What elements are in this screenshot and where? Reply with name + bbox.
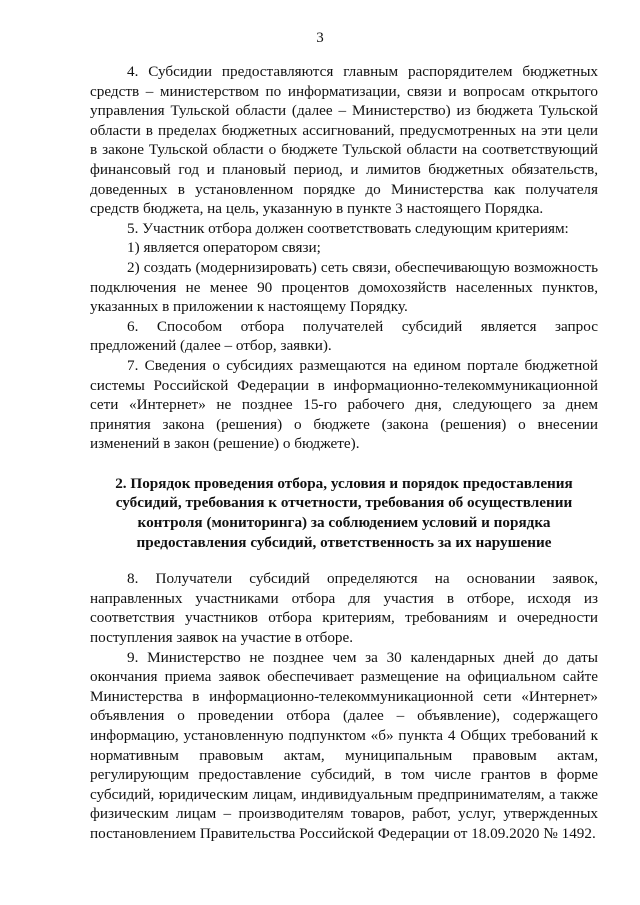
- document-body: [90, 62, 598, 844]
- paragraph-7: 7. Сведения о субсидиях размещаются на едином портале бюджетной системы Российской Федерации в информационно-телекоммуникационной сети «Интернет» не позднее 15-го рабочего дня, следующего за днем принятия закона (решения) о бюджете (закона (решения) о внесении изменений в закон (решение) о бюджете).: [90, 356, 598, 453]
- page-number: 3: [316, 30, 324, 46]
- paragraph-4: 4. Субсидии предоставляются главным распорядителем бюджетных средств – министерством по информатизации, связи и вопросам открытого управления Тульской области (далее – Министерство) из бюджета Тульской области в пределах бюджетных ассигнований, предусмотренных на эти цели в законе Тульской области о бюджете Тульской области на соответствующий финансовый год и плановый период, и лимитов бюджетных обязательств, доведенных в установленном порядке до Министерства как получателя средств бюджета, на цель, указанную в пункте 3 настоящего Порядка.: [90, 63, 598, 218]
- criterion-1: 1) является оператором связи;: [127, 239, 321, 257]
- criterion-2: 2) создать (модернизировать) сеть связи, обеспечивающую возможность подключения не менее 90 процентов домохозяйств населенных пунктов, указанных в приложении к настоящему Порядку.: [90, 258, 598, 316]
- paragraph-9: 9. Министерство не позднее чем за 30 календарных дней до даты окончания приема заявок обеспечивает размещение на официальном сайте Министерства в информационно-телекоммуникационной сети «Интернет» объявления о проведении отбора (далее – объявление), содержащего информацию, установленную подпунктом «б» пункта 4 Общих требований к нормативным правовым актам, муниципальным правовым актам, регулирующим предоставление субсидий, в том числе грантов в форме субсидий, юридическим лицам, индивидуальным предпринимателям, а также физическим лицам – производителям товаров, работ, услуг, утвержденных постановлением Правительства Российской Федерации от 18.09.2020 № 1492.: [90, 648, 598, 842]
- paragraph-5: 5. Участник отбора должен соответствовать следующим критериям:: [127, 219, 569, 237]
- paragraph-6: 6. Способом отбора получателей субсидий является запрос предложений (далее – отбор, заявки).: [90, 317, 598, 355]
- paragraph-8: 8. Получатели субсидий определяются на основании заявок, направленных участниками отбора для участия в отборе, исходя из соответствия участников отбора критериям, требованиям и очередности поступления заявок на участие в отборе.: [90, 570, 598, 647]
- section-title: 2. Порядок проведения отбора, условия и порядок предоставления субсидий, требования к отчетности, требования об осуществлении контроля (мониторинга) за соблюдением условий и порядка предоставления субсидий, ответственность за их нарушение: [115, 474, 573, 551]
